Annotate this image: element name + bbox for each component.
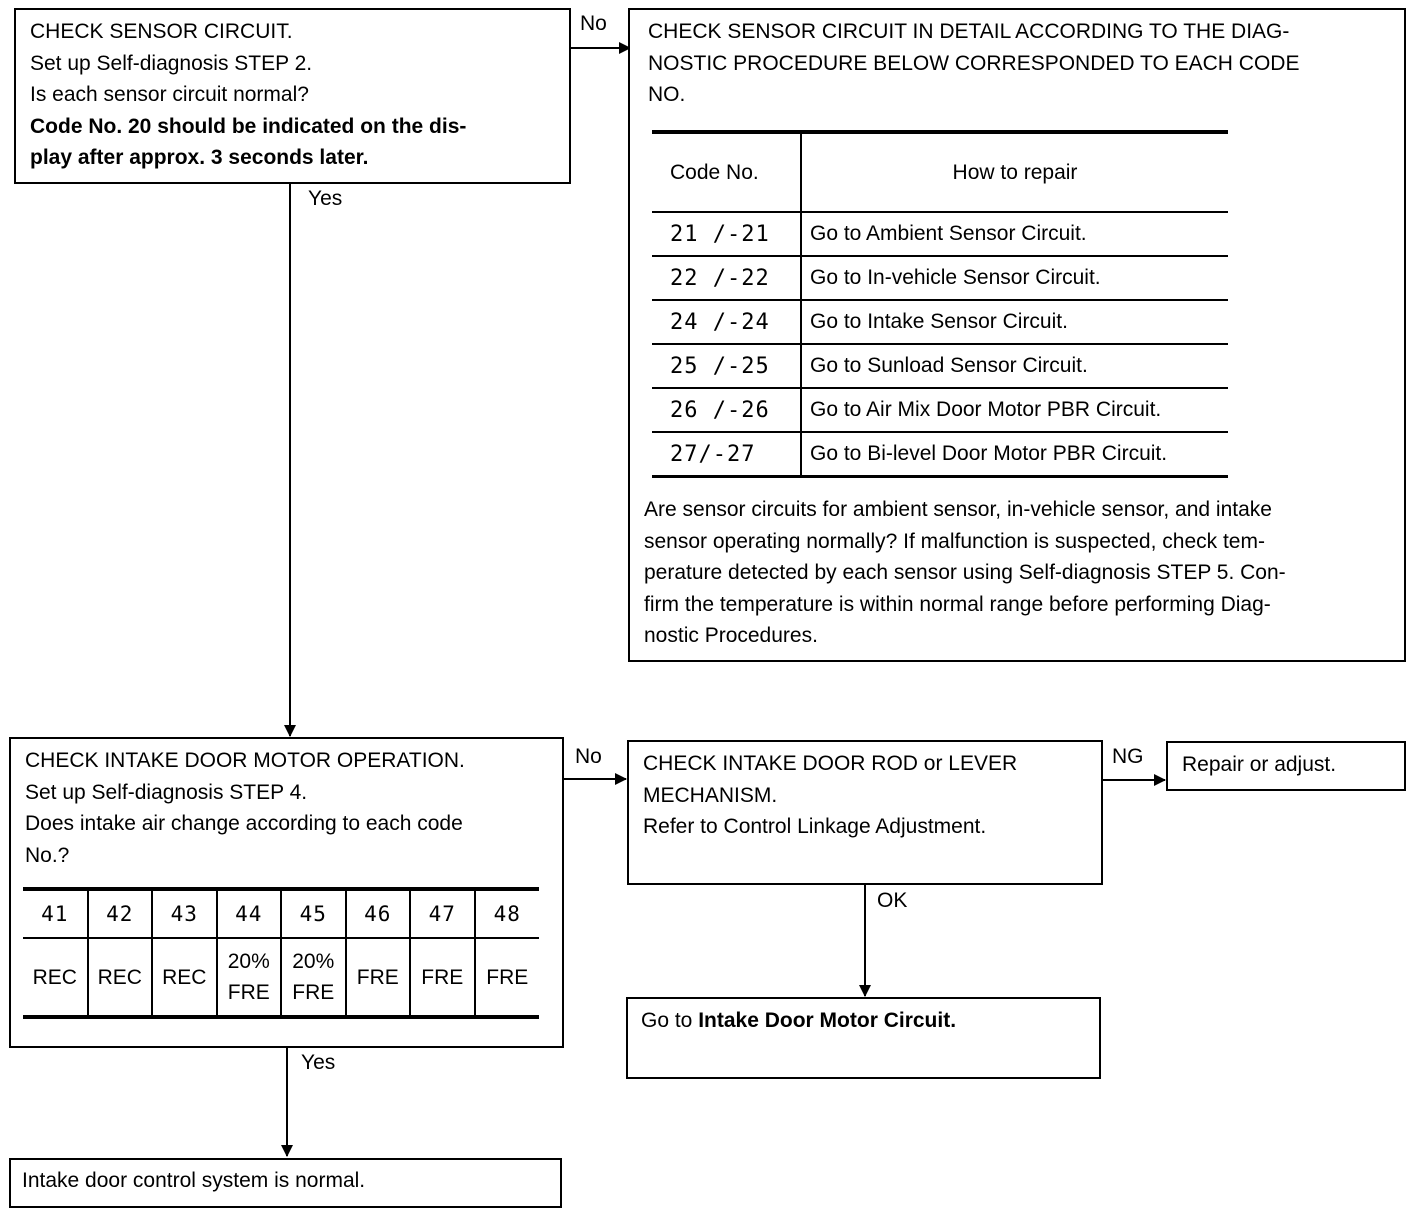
mode-cell: [410, 938, 475, 1017]
check-sensor-line-2: Set up Self-diagnosis STEP 2.: [30, 51, 313, 75]
mode-cell: [88, 938, 153, 1017]
sensor-detail-box: [628, 8, 1406, 662]
check-sensor-circuit-box: [14, 8, 571, 184]
code-row: [23, 889, 539, 938]
code-cell: 27/-27: [652, 432, 801, 477]
detail-line-3: NO.: [648, 83, 686, 106]
detail-line-1: CHECK SENSOR CIRCUIT IN DETAIL ACCORDING TO THE DIAG-: [648, 20, 1290, 43]
code-cell: 22 /-22: [652, 256, 801, 300]
intake-motor-line-2: Set up Self-diagnosis STEP 4.: [25, 780, 308, 804]
repair-cell: Go to Intake Sensor Circuit.: [801, 300, 1228, 344]
repair-cell: Go to Air Mix Door Motor PBR Circuit.: [801, 388, 1228, 432]
rod-line-1: CHECK INTAKE DOOR ROD or LEVER: [643, 752, 1018, 775]
label-yes-2: Yes: [301, 1051, 336, 1074]
table-row: [652, 388, 1228, 432]
repair-cell: Go to Bi-level Door Motor PBR Circuit.: [801, 432, 1228, 477]
detail-note-2: sensor operating normally? If malfunction is suspected, check tem-: [644, 529, 1265, 553]
detail-note-3: perature detected by each sensor using Self-diagnosis STEP 5. Con-: [644, 561, 1286, 584]
code-repair-table: [652, 130, 1228, 478]
goto-intake-motor-circuit-box: [626, 997, 1101, 1079]
header-code-no: Code No.: [652, 132, 801, 212]
code-cell: 43: [152, 889, 217, 938]
repair-cell: Go to Ambient Sensor Circuit.: [801, 212, 1228, 256]
goto-target: Intake Door Motor Circuit.: [698, 1009, 957, 1032]
goto-prefix: Go to: [641, 1009, 699, 1032]
code-cell: 46: [346, 889, 411, 938]
mode-cell: [281, 938, 346, 1017]
intake-motor-line-4: No.?: [25, 843, 70, 867]
mode-text: FRE: [356, 965, 399, 989]
repair-cell: Go to Sunload Sensor Circuit.: [801, 344, 1228, 388]
check-sensor-bold-1: Code No. 20 should be indicated on the dis-: [30, 114, 467, 138]
detail-note-4: firm the temperature is within normal range before performing Diag-: [644, 592, 1271, 616]
mode-cell: [346, 938, 411, 1017]
label-no-2: No: [575, 745, 602, 768]
repair-cell: Go to In-vehicle Sensor Circuit.: [801, 256, 1228, 300]
mode-cell: [217, 938, 282, 1017]
code-cell: 24 /-24: [652, 300, 801, 344]
intake-mode-table: [23, 887, 539, 1019]
detail-note-1: Are sensor circuits for ambient sensor, in-vehicle sensor, and intake: [644, 498, 1272, 521]
table-row: [652, 256, 1228, 300]
code-cell: 44: [217, 889, 282, 938]
mode-text: FRE: [292, 981, 335, 1004]
mode-text: FRE: [227, 981, 270, 1004]
label-ng: NG: [1112, 745, 1144, 768]
code-cell: 48: [475, 889, 540, 938]
table-row: [652, 212, 1228, 256]
intake-door-motor-box: [9, 737, 564, 1048]
intake-door-rod-box: [627, 740, 1103, 885]
code-cell: 47: [410, 889, 475, 938]
mode-text: 20%: [292, 950, 335, 973]
header-how-to-repair: How to repair: [801, 132, 1228, 212]
code-cell: 21 /-21: [652, 212, 801, 256]
mode-text: 20%: [227, 950, 270, 973]
repair-text: Repair or adjust.: [1182, 753, 1337, 776]
code-cell: 25 /-25: [652, 344, 801, 388]
label-no-1: No: [580, 12, 607, 35]
label-yes-1: Yes: [308, 187, 343, 210]
mode-text: REC: [162, 965, 207, 989]
code-table-header: [652, 132, 1228, 212]
normal-text: Intake door control system is normal.: [22, 1169, 366, 1192]
code-cell: 42: [88, 889, 153, 938]
mode-row: [23, 938, 539, 1017]
mode-cell: [475, 938, 540, 1017]
mode-text: FRE: [486, 965, 529, 989]
rod-line-2: MECHANISM.: [643, 783, 778, 807]
table-row: [652, 432, 1228, 477]
goto-text: [641, 1005, 1099, 1037]
mode-cell: [152, 938, 217, 1017]
repair-adjust-box: [1166, 741, 1406, 791]
detail-note-5: nostic Procedures.: [644, 624, 818, 647]
check-sensor-bold-2: play after approx. 3 seconds later.: [30, 146, 369, 169]
mode-text: REC: [97, 965, 142, 989]
check-sensor-line-1: CHECK SENSOR CIRCUIT.: [30, 20, 293, 43]
table-row: [652, 344, 1228, 388]
code-cell: 41: [23, 889, 88, 938]
code-cell: 45: [281, 889, 346, 938]
rod-line-3: Refer to Control Linkage Adjustment.: [643, 815, 987, 838]
label-ok: OK: [877, 889, 908, 912]
check-sensor-line-3: Is each sensor circuit normal?: [30, 83, 309, 106]
mode-text: FRE: [421, 965, 464, 989]
intake-motor-line-1: CHECK INTAKE DOOR MOTOR OPERATION.: [25, 749, 465, 772]
mode-text: REC: [32, 965, 77, 989]
system-normal-box: [9, 1158, 562, 1208]
detail-line-2: NOSTIC PROCEDURE BELOW CORRESPONDED TO EACH CODE: [648, 51, 1300, 75]
code-cell: 26 /-26: [652, 388, 801, 432]
intake-motor-line-3: Does intake air change according to each code: [25, 812, 463, 835]
mode-cell: [23, 938, 88, 1017]
table-row: [652, 300, 1228, 344]
